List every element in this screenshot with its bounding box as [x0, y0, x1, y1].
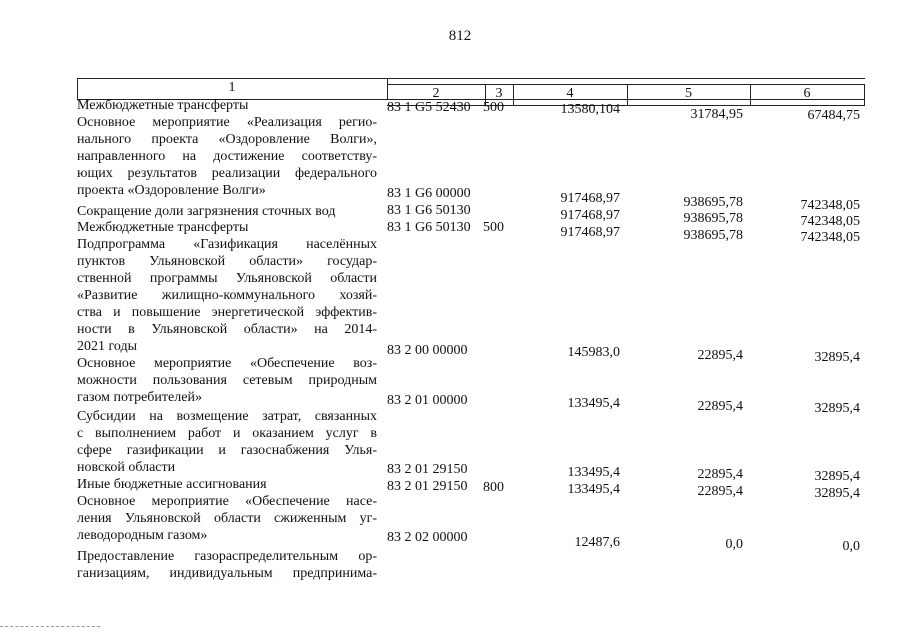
amount-col-5: 938695,78 [683, 228, 743, 243]
amount-col-5: 31784,95 [690, 107, 743, 122]
amount-col-5: 938695,78 [683, 211, 743, 226]
row-description [77, 219, 377, 236]
description-line: можности пользования сетевым природным [77, 373, 377, 388]
description-line: Межбюджетные трансферты [77, 220, 249, 235]
description-line: Основное мероприятие «Обеспечение насе- [77, 494, 377, 509]
amount-col-6: 742348,05 [800, 198, 860, 213]
amount-col-5: 22895,4 [697, 399, 743, 414]
description-line: нального проекта «Оздоровление Волги», [77, 132, 377, 147]
target-article-code: 83 1 G6 00000 [387, 186, 471, 201]
description-line: пунктов Ульяновской области» государ- [77, 254, 377, 269]
row-description [77, 236, 377, 355]
description-line: с выполнением работ и оказанием услуг в [77, 426, 377, 441]
target-article-code: 83 1 G5 52430 [387, 100, 471, 115]
description-line: ства и повышение энергетической эффектив- [77, 305, 377, 320]
description-line: леводородным газом» [77, 528, 208, 543]
header-col-3: 3 [495, 86, 503, 101]
page-number: 812 [448, 28, 472, 44]
description-line: проекта «Оздоровление Волги» [77, 183, 266, 198]
amount-col-5: 938695,78 [683, 195, 743, 210]
amount-col-6: 742348,05 [800, 214, 860, 229]
amount-col-4: 917468,97 [560, 208, 620, 223]
description-line: новской области [77, 460, 176, 475]
description-line: «Развитие жилищно-коммунального хозяй- [77, 288, 377, 303]
amount-col-6: 67484,75 [807, 108, 860, 123]
amount-col-6: 32895,4 [814, 469, 860, 484]
row-description [77, 203, 377, 220]
description-line: Межбюджетные трансферты [77, 98, 249, 113]
amount-col-6: 0,0 [842, 539, 860, 554]
expense-type-code: 500 [483, 220, 504, 235]
header-col-6: 6 [803, 86, 811, 101]
amount-col-4: 12487,6 [574, 535, 620, 550]
description-line: ганизациям, индивидуальным предпринима- [77, 566, 377, 581]
amount-col-4: 133495,4 [567, 482, 620, 497]
description-line: сфере газификации и газоснабжения Улья- [77, 443, 377, 458]
description-line: Предоставление газораспределительным ор- [77, 549, 377, 564]
description-line: Сокращение доли загрязнения сточных вод [77, 204, 336, 219]
amount-col-5: 22895,4 [697, 348, 743, 363]
amount-col-4: 133495,4 [567, 396, 620, 411]
amount-col-4: 13580,104 [560, 102, 620, 117]
amount-col-4: 133495,4 [567, 465, 620, 480]
row-description [77, 97, 377, 114]
amount-col-4: 145983,0 [567, 345, 620, 360]
description-line: газом потребителей» [77, 390, 202, 405]
expense-type-code: 500 [483, 100, 504, 115]
description-line: 2021 годы [77, 339, 138, 354]
description-line: Иные бюджетные ассигнования [77, 477, 267, 492]
row-description [77, 355, 377, 406]
amount-col-6: 742348,05 [800, 230, 860, 245]
target-article-code: 83 1 G6 50130 [387, 220, 471, 235]
description-line: ющих результатов реализации федерального [77, 166, 377, 181]
footer-divider [0, 626, 100, 627]
description-line: Субсидии на возмещение затрат, связанных [77, 409, 377, 424]
amount-col-4: 917468,97 [560, 191, 620, 206]
header-divider [864, 84, 865, 106]
description-line: направленного на достижение соответству- [77, 149, 377, 164]
target-article-code: 83 2 01 29150 [387, 479, 468, 494]
amount-col-4: 917468,97 [560, 225, 620, 240]
description-line: ления Ульяновской области сжиженным уг- [77, 511, 377, 526]
amount-col-5: 22895,4 [697, 467, 743, 482]
amount-col-6: 32895,4 [814, 486, 860, 501]
amount-col-6: 32895,4 [814, 350, 860, 365]
description-line: Подпрограмма «Газификация населённых [77, 237, 377, 252]
target-article-code: 83 1 G6 50130 [387, 203, 471, 218]
target-article-code: 83 2 01 00000 [387, 393, 468, 408]
row-description [77, 476, 377, 493]
row-description [77, 548, 377, 582]
target-article-code: 83 2 01 29150 [387, 462, 468, 477]
header-col-4: 4 [566, 86, 574, 101]
header-col-5: 5 [685, 86, 692, 101]
row-description [77, 408, 377, 476]
expense-type-code: 800 [483, 480, 504, 495]
row-description [77, 493, 377, 544]
header-inner-border [387, 84, 865, 85]
header-top-border [77, 78, 865, 79]
description-line: Основное мероприятие «Обеспечение воз- [77, 356, 377, 371]
amount-col-5: 22895,4 [697, 484, 743, 499]
header-col-2: 2 [432, 86, 440, 101]
description-line: ственной программы Ульяновской области [77, 271, 377, 286]
header-col-1: 1 [228, 80, 236, 95]
description-line: Основное мероприятие «Реализация регио- [77, 115, 377, 130]
description-line: ности в Ульяновской области» на 2014- [77, 322, 377, 337]
amount-col-6: 32895,4 [814, 401, 860, 416]
target-article-code: 83 2 00 00000 [387, 343, 468, 358]
amount-col-5: 0,0 [725, 537, 743, 552]
row-description [77, 114, 377, 199]
target-article-code: 83 2 02 00000 [387, 530, 468, 545]
